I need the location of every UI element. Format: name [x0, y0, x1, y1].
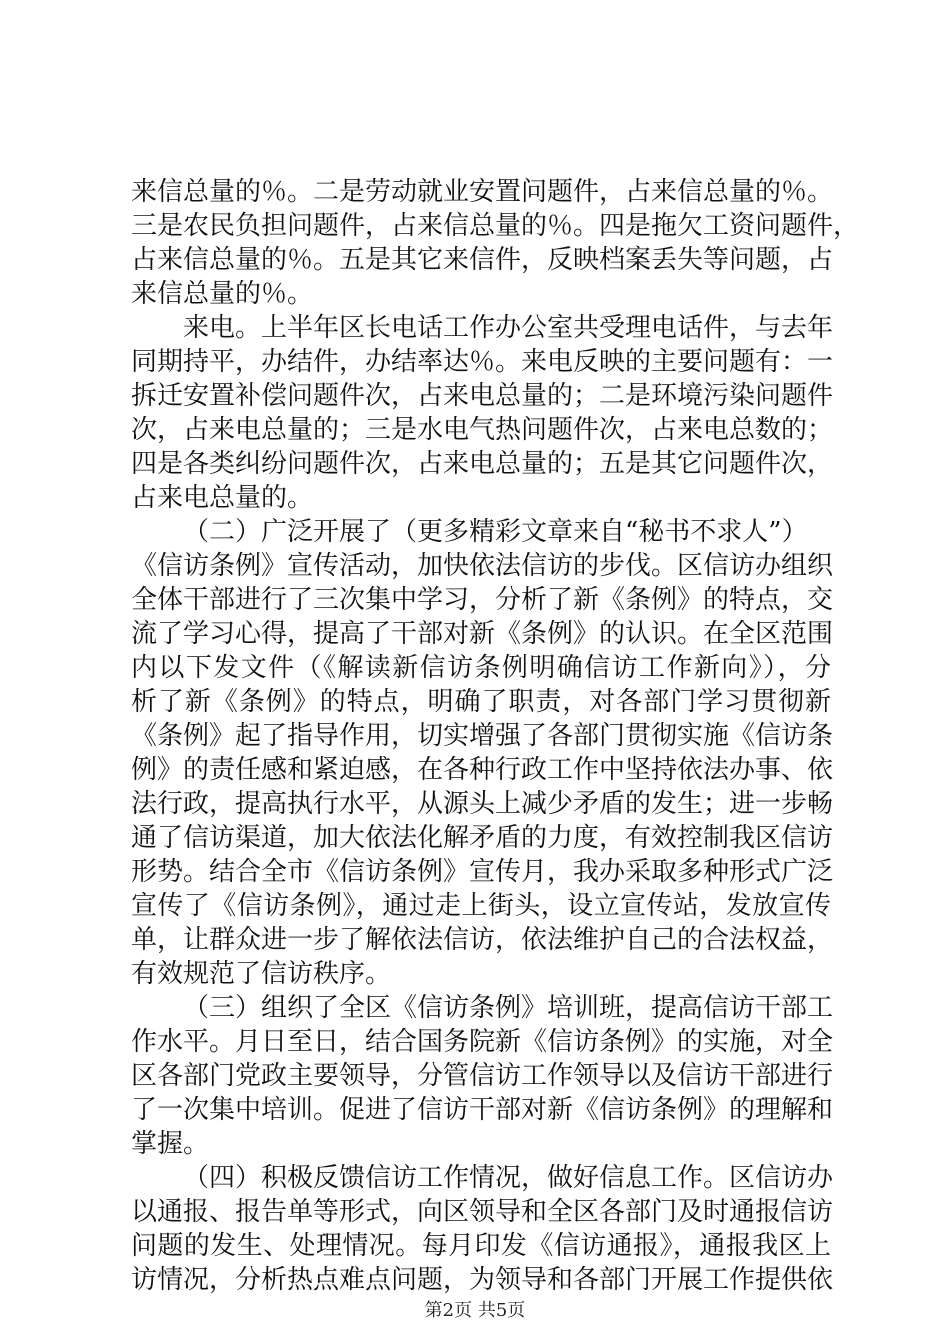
paragraph-start-line: 来电。上半年区长电话工作办公室共受理电话件，与去年 [183, 313, 834, 343]
text-line: 以通报、报告单等形式，向区领导和全区各部门及时通报信访 [131, 1197, 834, 1227]
text-line: 来信总量的％。 [131, 279, 314, 309]
section-heading-line: （三）组织了全区《信访条例》培训班，提高信访干部工 [183, 993, 834, 1023]
text-line: 《信访条例》宣传活动，加快依法信访的步伐。区信访办组织 [131, 551, 834, 581]
text-line: 占来电总量的。 [131, 483, 314, 513]
text-line: 法行政，提高执行水平，从源头上减少矛盾的发生；进一步畅 [131, 789, 834, 819]
text-line: 了一次集中培训。促进了信访干部对新《信访条例》的理解和 [131, 1095, 834, 1125]
page-footer: 第2页 共5页 [424, 1300, 526, 1321]
text-line: 形势。结合全市《信访条例》宣传月，我办采取多种形式广泛 [131, 857, 834, 887]
text-line: 宣传了《信访条例》，通过走上街头，设立宣传站，发放宣传 [131, 891, 831, 921]
section-heading-line: （四）积极反馈信访工作情况，做好信息工作。区信访办 [183, 1163, 834, 1193]
text-line: 次，占来电总量的；三是水电气热问题件次，占来电总数的； [131, 415, 834, 445]
text-line: 掌握。 [131, 1129, 210, 1159]
text-line: 单，让群众进一步了解依法信访，依法维护自己的合法权益， [131, 925, 834, 955]
text-line: 作水平。月日至日，结合国务院新《信访条例》的实施，对全 [131, 1027, 834, 1057]
text-line: 全体干部进行了三次集中学习，分析了新《条例》的特点，交 [131, 585, 834, 615]
text-line: 例》的责任感和紧迫感，在各种行政工作中坚持依法办事、依 [131, 755, 834, 785]
text-line: 三是农民负担问题件，占来信总量的％。四是拖欠工资问题件， [131, 211, 860, 241]
text-line: 问题的发生、处理情况。每月印发《信访通报》，通报我区上 [131, 1231, 831, 1261]
text-line: 同期持平，办结件，办结率达％。来电反映的主要问题有：一 [131, 347, 834, 377]
text-line: 拆迁安置补偿问题件次，占来电总量的；二是环境污染问题件 [131, 381, 834, 411]
text-line: 有效规范了信访秩序。 [131, 959, 392, 989]
text-line: 内以下发文件（《解读新信访条例明确信访工作新向》），分 [131, 653, 831, 683]
text-line: 占来信总量的％。五是其它来信件，反映档案丢失等问题，占 [131, 245, 834, 275]
text-line: 访情况，分析热点难点问题，为领导和各部门开展工作提供依 [131, 1265, 834, 1295]
text-line: 四是各类纠纷问题件次，占来电总量的；五是其它问题件次， [131, 449, 834, 479]
text-line: 区各部门党政主要领导，分管信访工作领导以及信访干部进行 [131, 1061, 834, 1091]
text-line: 《条例》起了指导作用，切实增强了各部门贯彻实施《信访条 [131, 721, 834, 751]
text-line: 析了新《条例》的特点，明确了职责，对各部门学习贯彻新 [131, 687, 831, 717]
text-line: 来信总量的％。二是劳动就业安置问题件，占来信总量的％。 [131, 177, 834, 207]
text-line: 流了学习心得，提高了干部对新《条例》的认识。在全区范围 [131, 619, 834, 649]
section-heading-line: （二）广泛开展了（更多精彩文章来自“秘书不求人”） [183, 517, 808, 547]
text-line: 通了信访渠道，加大依法化解矛盾的力度，有效控制我区信访 [131, 823, 834, 853]
